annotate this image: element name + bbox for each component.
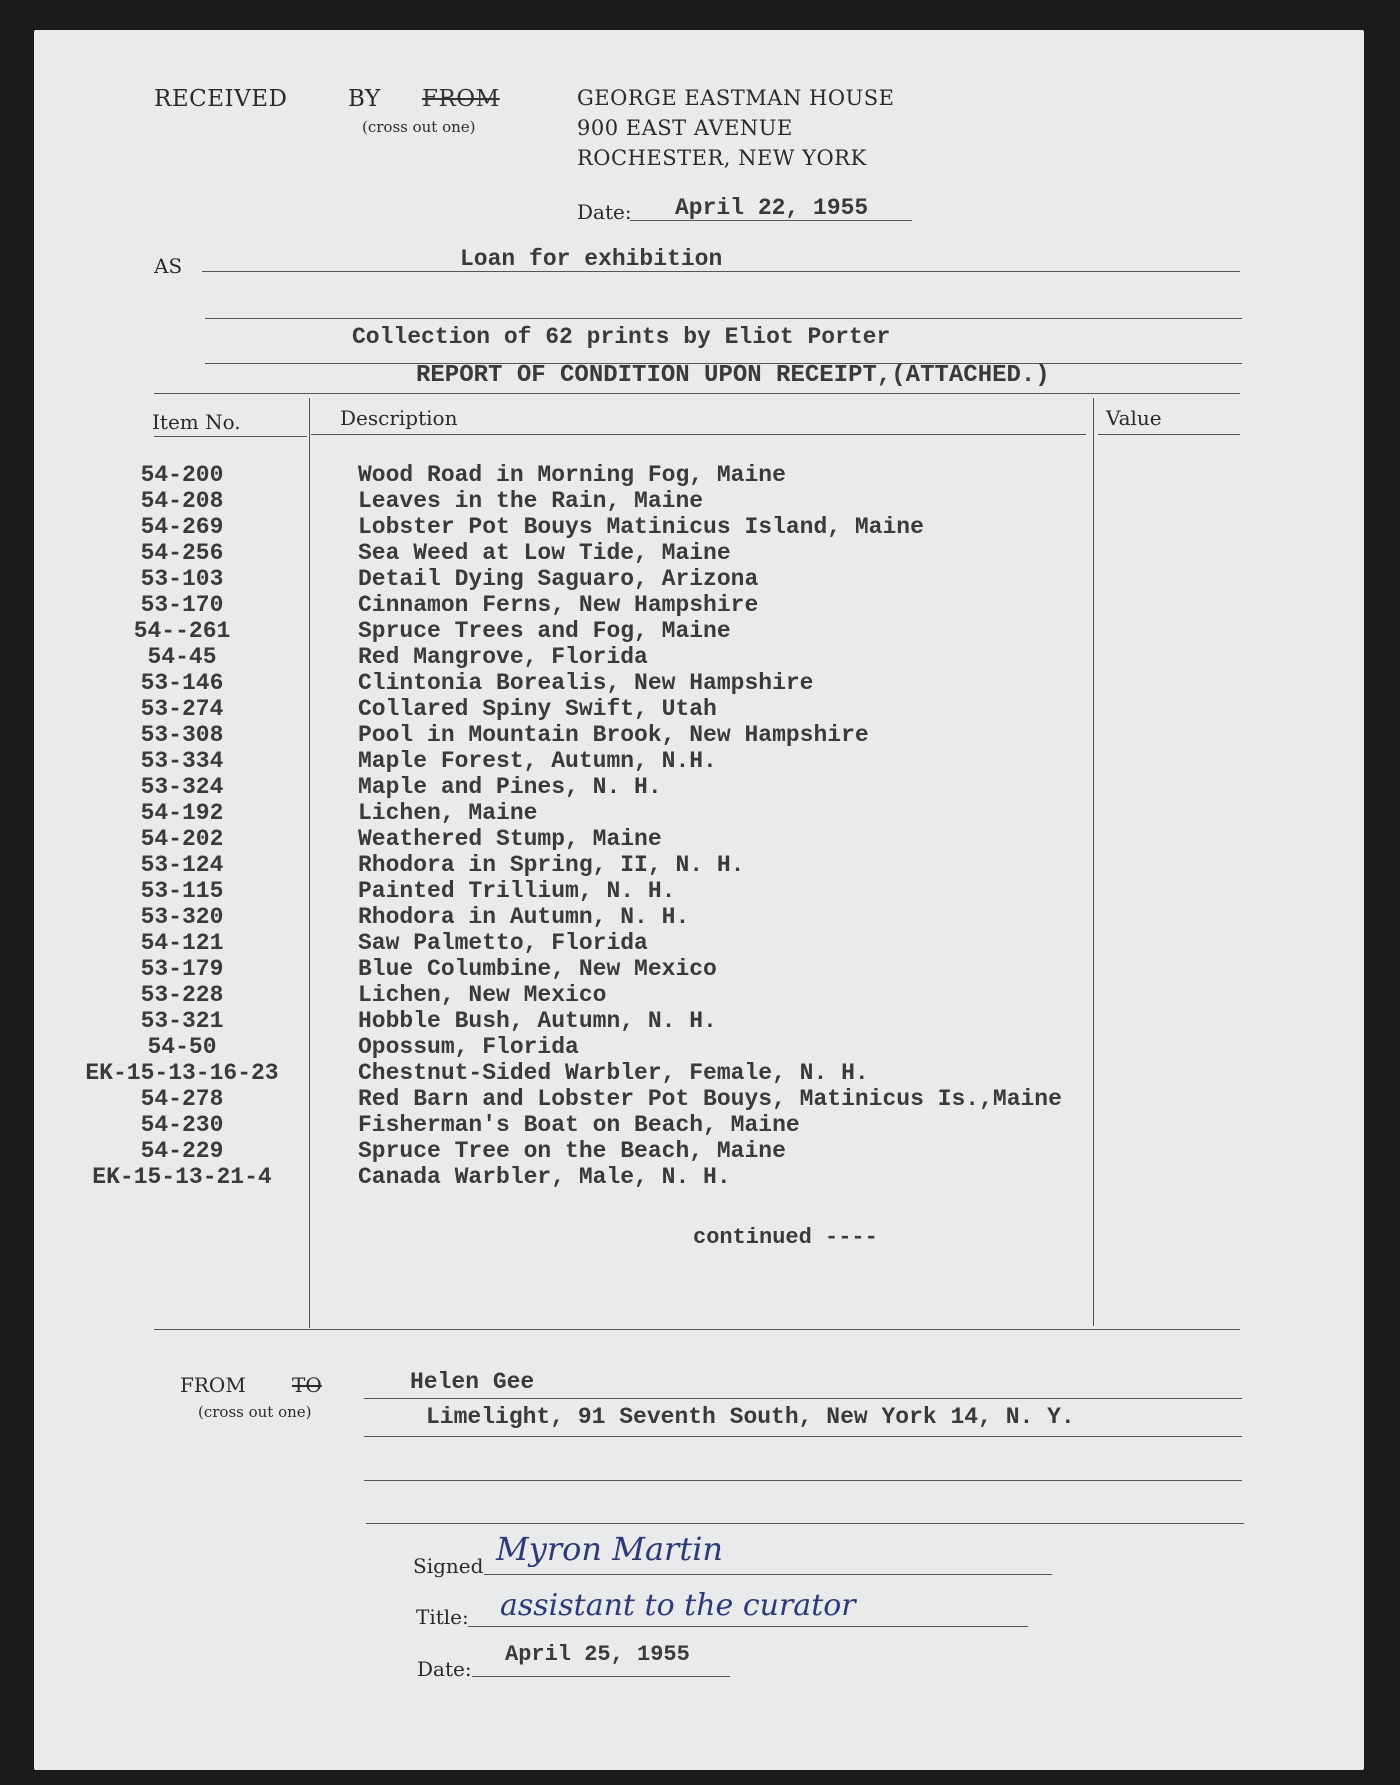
item-number: 54-229 <box>140 1138 224 1164</box>
received-date: April 22, 1955 <box>675 195 869 221</box>
title-label: Title: <box>416 1605 469 1629</box>
date-label: Date: <box>577 200 632 224</box>
item-description: Maple and Pines, N. H. <box>358 774 662 800</box>
as-line-2 <box>205 318 1242 319</box>
item-number: EK-15-13-16-23 <box>85 1060 279 1086</box>
item-description: Cinnamon Ferns, New Hampshire <box>358 592 759 618</box>
item-description: Opossum, Florida <box>358 1034 579 1060</box>
value-header: Value <box>1106 406 1162 430</box>
cross-out-note-bottom: (cross out one) <box>198 1403 312 1421</box>
from-label: FROM <box>180 1373 246 1397</box>
signature-date-label: Date: <box>417 1657 472 1681</box>
item-description: Red Mangrove, Florida <box>358 644 648 670</box>
description-header: Description <box>340 406 458 430</box>
item-number: 54-45 <box>147 644 217 670</box>
item-description: Pool in Mountain Brook, New Hampshire <box>358 722 869 748</box>
item-number: 53-170 <box>140 592 224 618</box>
lender-line-1 <box>364 1398 1242 1399</box>
from-struck-label: FROM <box>422 86 500 112</box>
item-description: Maple Forest, Autumn, N.H. <box>358 748 717 774</box>
item-description: Lobster Pot Bouys Matinicus Island, Maine <box>358 514 924 540</box>
value-header-rule <box>1098 434 1240 435</box>
item-description: Detail Dying Saguaro, Arizona <box>358 566 759 592</box>
item-number: 53-146 <box>140 670 224 696</box>
value-column-divider <box>1093 398 1094 1326</box>
item-number: 54-256 <box>140 540 224 566</box>
lender-line-4 <box>366 1523 1244 1524</box>
item-number: 53-115 <box>140 878 224 904</box>
item-description: Painted Trillium, N. H. <box>358 878 676 904</box>
item-description: Red Barn and Lobster Pot Bouys, Matinicus Is.,Maine <box>358 1086 1062 1112</box>
lender-name: Helen Gee <box>410 1369 535 1395</box>
item-description: Chestnut-Sided Warbler, Female, N. H. <box>358 1060 869 1086</box>
item-description: Canada Warbler, Male, N. H. <box>358 1164 731 1190</box>
item-number: 54-192 <box>140 800 224 826</box>
item-description: Lichen, New Mexico <box>358 982 607 1008</box>
item-number: 54-200 <box>140 462 224 488</box>
signature-handwriting: Myron Martin <box>496 1530 724 1568</box>
item-description: Fisherman's Boat on Beach, Maine <box>358 1112 800 1138</box>
signature-date-value: April 25, 1955 <box>505 1642 690 1667</box>
item-no-header: Item No. <box>152 410 241 434</box>
item-description: Blue Columbine, New Mexico <box>358 956 717 982</box>
signed-label: Signed <box>413 1554 484 1578</box>
to-struck-label: TO <box>292 1373 322 1397</box>
cross-out-note-top: (cross out one) <box>362 118 476 136</box>
item-number: 53-320 <box>140 904 224 930</box>
item-description: Rhodora in Autumn, N. H. <box>358 904 690 930</box>
by-label: BY <box>348 86 381 112</box>
item-number: 54-269 <box>140 514 224 540</box>
lender-line-3 <box>364 1480 1242 1481</box>
title-line <box>468 1626 1028 1627</box>
item-number: 54-208 <box>140 488 224 514</box>
item-description: Spruce Tree on the Beach, Maine <box>358 1138 786 1164</box>
description-header-rule <box>311 434 1086 435</box>
institution-street: 900 EAST AVENUE <box>577 116 793 140</box>
institution-name: GEORGE EASTMAN HOUSE <box>577 86 895 110</box>
title-handwriting: assistant to the curator <box>500 1588 856 1623</box>
item-description: Weathered Stump, Maine <box>358 826 662 852</box>
lender-line-2 <box>364 1436 1242 1437</box>
item-no-header-rule <box>154 436 307 437</box>
lender-address: Limelight, 91 Seventh South, New York 14, N. Y. <box>426 1404 1075 1430</box>
item-no-column-divider <box>309 398 310 1328</box>
item-number: 53-228 <box>140 982 224 1008</box>
signed-line <box>484 1574 1052 1575</box>
table-bottom-rule <box>154 1329 1240 1330</box>
item-description: Collared Spiny Swift, Utah <box>358 696 717 722</box>
item-number: 53-103 <box>140 566 224 592</box>
item-number: 54-202 <box>140 826 224 852</box>
item-description: Lichen, Maine <box>358 800 538 826</box>
as-line-1 <box>202 271 1240 272</box>
item-number: EK-15-13-21-4 <box>92 1164 272 1190</box>
item-number: 53-179 <box>140 956 224 982</box>
item-number: 54-121 <box>140 930 224 956</box>
item-description: Wood Road in Morning Fog, Maine <box>358 462 786 488</box>
signature-date-line <box>472 1676 730 1677</box>
collection-value: Collection of 62 prints by Eliot Porter <box>352 324 891 350</box>
item-number: 54-50 <box>147 1034 217 1060</box>
as-label: AS <box>154 254 183 278</box>
item-number: 53-308 <box>140 722 224 748</box>
continued-note: continued ---- <box>693 1225 878 1250</box>
item-description: Sea Weed at Low Tide, Maine <box>358 540 731 566</box>
table-top-rule <box>154 393 1240 394</box>
condition-report-note: REPORT OF CONDITION UPON RECEIPT,(ATTACHED.) <box>416 362 1050 389</box>
item-number: 53-324 <box>140 774 224 800</box>
item-number: 53-321 <box>140 1008 224 1034</box>
item-description: Clintonia Borealis, New Hampshire <box>358 670 814 696</box>
item-description: Rhodora in Spring, II, N. H. <box>358 852 745 878</box>
item-description: Spruce Trees and Fog, Maine <box>358 618 731 644</box>
purpose-value: Loan for exhibition <box>460 246 723 272</box>
item-description: Leaves in the Rain, Maine <box>358 488 704 514</box>
item-number: 53-124 <box>140 852 224 878</box>
item-description: Hobble Bush, Autumn, N. H. <box>358 1008 717 1034</box>
item-number: 54-278 <box>140 1086 224 1112</box>
item-number: 54-230 <box>140 1112 224 1138</box>
item-number: 53-334 <box>140 748 224 774</box>
item-description: Saw Palmetto, Florida <box>358 930 648 956</box>
item-number: 54--261 <box>133 618 231 644</box>
item-number: 53-274 <box>140 696 224 722</box>
date-underline <box>630 220 912 221</box>
received-label: RECEIVED <box>154 86 288 112</box>
institution-city: ROCHESTER, NEW YORK <box>577 146 867 170</box>
